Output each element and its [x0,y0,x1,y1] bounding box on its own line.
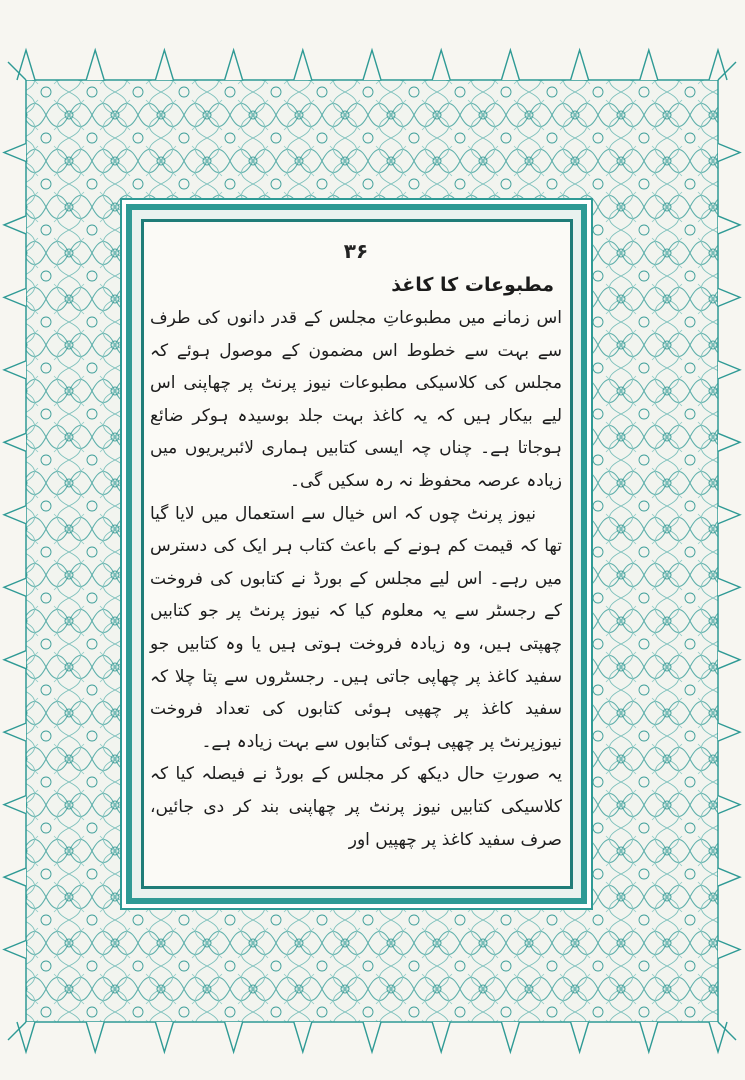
border-spike [4,361,26,379]
border-spike [718,578,740,596]
border-spike [4,433,26,451]
border-spike [4,796,26,814]
paragraph-1: اس زمانے میں مطبوعاتِ مجلس کے قدر دانوں کی طرف سے بہت سے خطوط اس مضمون کے موصول ہوئے کہ مجلس کی کلاسیکی مطبوعات نیوز پرنٹ پر چھاپنی اس لیے بیکار ہیں کہ یہ کاغذ بہت جلد بوسیدہ ہوکر ضائع ہوجاتا ہے۔ چناں چہ ایسی کتابیں ہماری لائبریریوں میں زیادہ عرصہ محفوظ نہ رہ سکیں گی۔ [150,308,562,491]
border-spike [718,361,740,379]
border-spike [155,1022,173,1052]
page-number: ۳۶ [343,239,369,263]
border-spike [363,1022,381,1052]
border-spike [718,723,740,741]
border-spike [17,1022,35,1052]
border-spike [4,723,26,741]
border-spike [718,868,740,886]
border-spike [718,796,740,814]
border-spike [86,50,104,80]
border-spike [718,433,740,451]
border-spike [640,1022,658,1052]
border-spike [718,216,740,234]
border-spike [571,1022,589,1052]
border-spike [4,868,26,886]
border-spike [294,50,312,80]
paragraph-3: یہ صورتِ حال دیکھ کر مجلس کے بورڈ نے فیصلہ کیا کہ کلاسیکی کتابیں نیوز پرنٹ پر چھاپنی بند کر دی جائیں، صرف سفید کاغذ پر چھپیں اور [150,764,562,850]
border-spike [4,506,26,524]
border-spike [571,50,589,80]
border-spike [718,941,740,959]
paragraph-2: نیوز پرنٹ چوں کہ اس خیال سے استعمال میں لایا گیا تھا کہ قیمت کم ہونے کے باعث کتاب ہر ایک کی دسترس میں رہے۔ اس لیے مجلس کے بورڈ نے کتابوں کی فروخت کے رجسٹر سے یہ معلوم کیا کہ نیوز پرنٹ پر جو کتابیں چھپتی ہیں، وہ زیادہ فروخت ہوتی ہیں یا وہ کتابیں جو سفید کاغذ پر چھاپی جاتی ہیں۔ رجسٹروں سے پتا چلا کہ سفید کاغذ پر چھپی ہوئی کتابوں کی تعداد فروخت نیوزپرنٹ پر چھپی ہوئی کتابوں سے بہت زیادہ ہے۔ [150,503,562,752]
border-spike [4,143,26,161]
border-spike [640,50,658,80]
border-spike [4,288,26,306]
border-spike [363,50,381,80]
border-spike [718,143,740,161]
border-spike [501,50,519,80]
section-heading: مطبوعات کا کاغذ [391,274,554,296]
border-spike [709,1022,727,1052]
border-spike [294,1022,312,1052]
border-spike [4,216,26,234]
border-spike [17,50,35,80]
border-spike [432,1022,450,1052]
border-spike [718,288,740,306]
border-spike [432,50,450,80]
border-spike [4,941,26,959]
border-spike [4,578,26,596]
border-spike [225,1022,243,1052]
border-spike [501,1022,519,1052]
border-spike [4,651,26,669]
text-area [144,224,570,884]
border-spike [86,1022,104,1052]
border-spike [225,50,243,80]
border-spike [718,506,740,524]
border-spike [718,651,740,669]
border-spike [155,50,173,80]
border-spike [709,50,727,80]
